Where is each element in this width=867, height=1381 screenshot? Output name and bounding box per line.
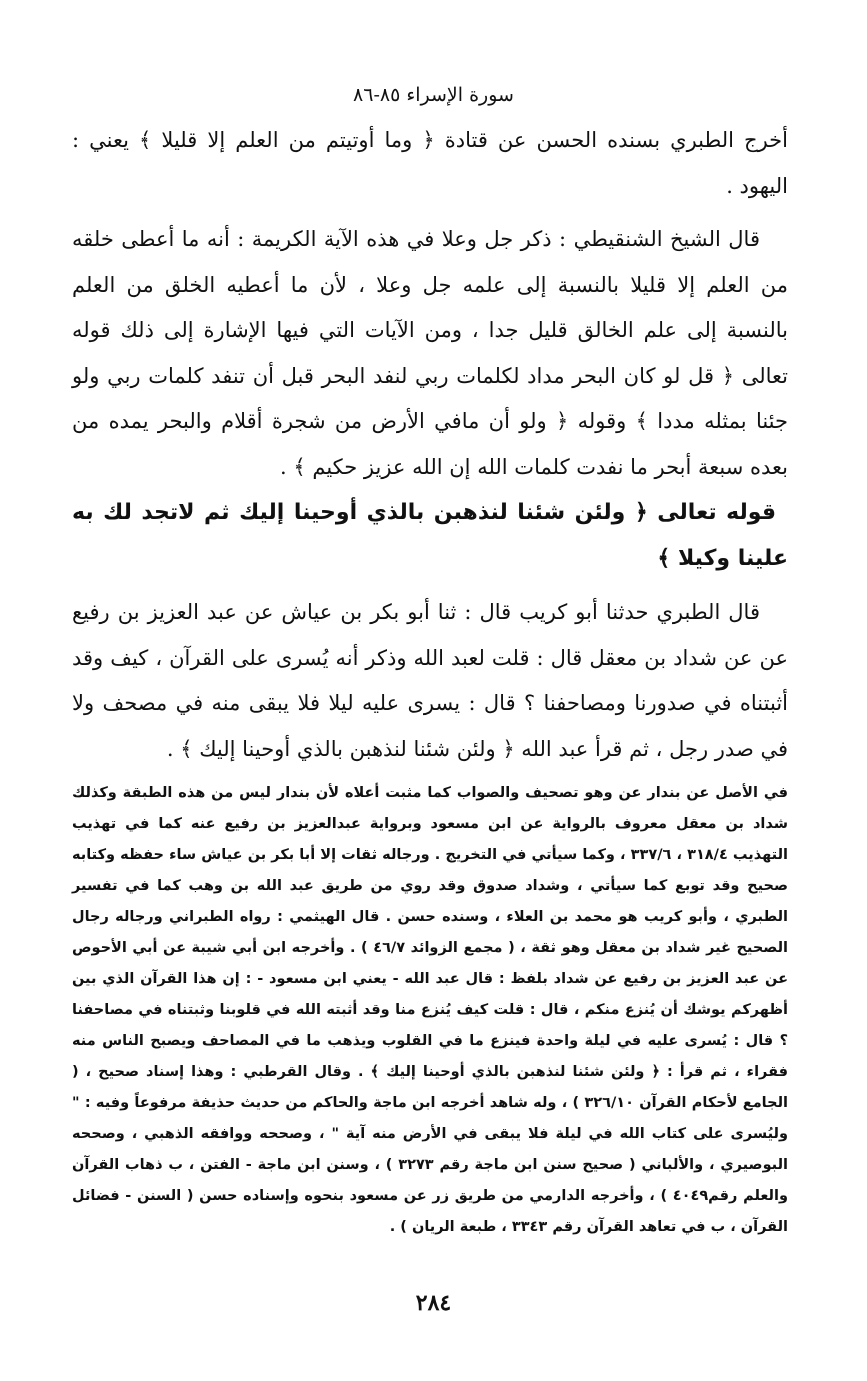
paragraph-shanqiti: قال الشيخ الشنقيطي : ذكر جل وعلا في هذه الآية الكريمة : أنه ما أعطى خلقه من العلم إلا قليلا بالنسبة إلى علمه جل وعلا ، لأن ما أعطيه الخلق من العلم بالنسبة إلى علم الخالق قليل جدا ، ومن الآيات التي فيها الإشارة إلى ذلك قوله تعالى ﴿ قل لو كان البحر مداد لكلمات ربي لنفد البحر قبل أن تنفد كلمات ربي ولو جئنا بمثله مددا ﴾ وقوله ﴿ ولو أن مافي الأرض من شجرة أقلام والبحر يمده من بعده سبعة أبحر ما نفدت كلمات الله إن الله عزيز حكيم ﴾ . <box>72 227 788 479</box>
page-number: ٢٨٤ <box>415 1290 452 1316</box>
main-text <box>72 118 788 1243</box>
paragraph-tabari-qatada: أخرج الطبري بسنده الحسن عن قتادة ﴿ وما أوتيتم من العلم إلا قليلا ﴾ يعني : اليهود . <box>72 128 788 198</box>
paragraph-tabari-hadith: قال الطبري حدثنا أبو كريب قال : ثنا أبو بكر بن عياش عن عبد العزيز بن رفيع عن عن شداد بن معقل قال : قلت لعبد الله وذكر أنه يُسرى على القرآن ، كيف وقد أثبتناه في صدورنا ومصاحفنا ؟ قال : يسرى عليه ليلا فلا يبقى منه في مصحف ولا في صدر رجل ، ثم قرأ عبد الله ﴿ ولئن شئنا لنذهبن بالذي أوحينا إليك ﴾ . <box>72 600 788 761</box>
verse-heading: قوله تعالى ﴿ ولئن شئنا لنذهبن بالذي أوحينا إليك ثم لاتجد لك به علينا وكيلا ﴾ <box>72 500 788 571</box>
footnote: في الأصل عن بندار عن وهو تصحيف والصواب كما مثبت أعلاه لأن بندار ليس من هذه الطبقة وكذلك شداد بن معقل معروف بالرواية عن ابن مسعود وبرواية عبدالعزيز بن رفيع عنه كما في تهذيب التهذيب ٣١٨/٤ ، ٣٣٧/٦ ، وكما سيأتي في التخريج . ورجاله ثقات إلا أبا بكر بن عياش ساء حفظه وكتابه صحيح وقد توبع كما سيأتي ، وشداد صدوق وقد روي من طريق عبد الله بن وهب كما في تفسير الطبري ، وأبو كريب هو محمد بن العلاء ، وسنده حسن . قال الهيثمي : رواه الطبراني ورجاله رجال الصحيح غير شداد بن معقل وهو ثقة ، ( مجمع الزوائد ٤٦/٧ ) . وأخرجه ابن أبي شيبة عن أبي الأحوص عن عبد العزيز بن رفيع عن شداد بلفظ : قال عبد الله - يعني ابن مسعود - : إن هذا القرآن الذي بين أظهركم يوشك أن يُنزع منكم ، قال : قلت كيف يُنزع منا وقد أثبته الله في قلوبنا وثبتناه في مصاحفنا ؟ قال : يُسرى عليه في ليلة واحدة فينزع ما في القلوب ويذهب ما في المصاحف ويصبح الناس منه فقراء ، ثم قرأ : ﴿ ولئن شئنا لنذهبن بالذي أوحينا إليك ﴾ . وقال القرطبي : وهذا إسناد صحيح ، ( الجامع لأحكام القرآن ٣٢٦/١٠ ) ، وله شاهد أخرجه ابن ماجة والحاكم من حديث حذيفة مرفوعاً وفيه : " وليُسرى على كتاب الله في ليلة فلا يبقى في الأرض منه آية " ، وصححه ووافقه الذهبي ، وصححه البوصيري ، والألباني ( صحيح سنن ابن ماجة رقم ٣٢٧٣ ) ، وسنن ابن ماجة - الفتن ، ب ذهاب القرآن والعلم رقم٤٠٤٩ ) ، وأخرجه الدارمي من طريق زر عن مسعود بنحوه وإسناده حسن ( السنن - فضائل القرآن ، ب في تعاهد القرآن رقم ٣٣٤٣ ، طبعة الريان ) . <box>72 785 789 1235</box>
running-header: سورة الإسراء ٨٥-٨٦ <box>353 84 514 106</box>
